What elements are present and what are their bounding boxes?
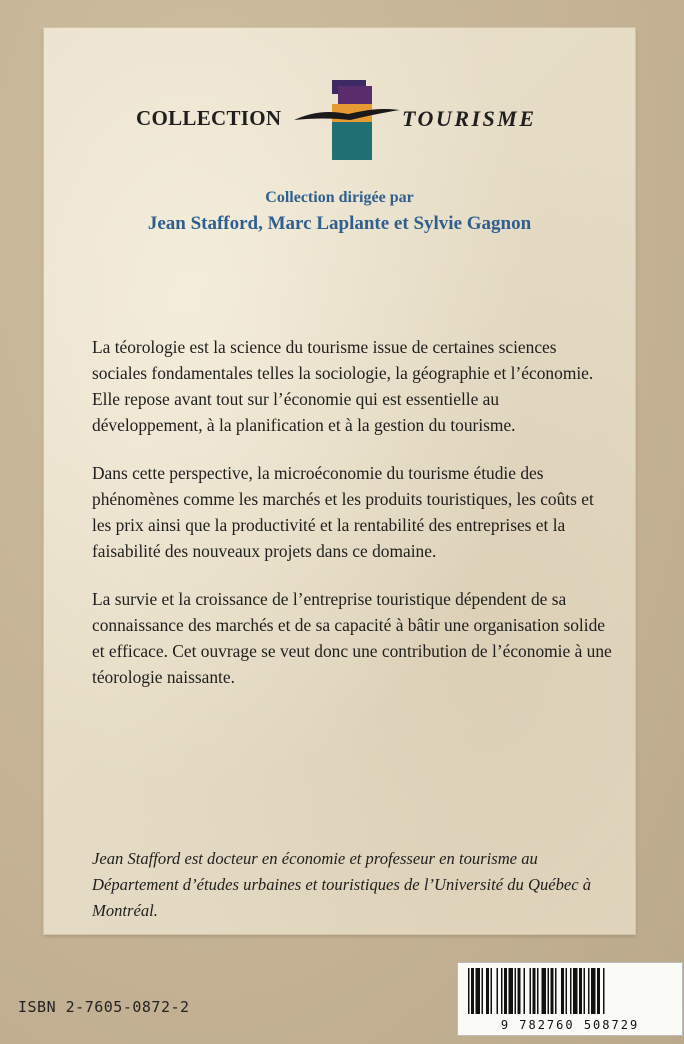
author-bio: Jean Stafford est docteur en économie et professeur en tourisme au Département d’études urbaines et touristiques de l’Université du Québec à Montréal. [92,849,592,920]
collection-name: TOURISME [402,106,537,131]
isbn-text: ISBN 2-7605-0872-2 [18,998,190,1016]
paragraph-2: Dans cette perspective, la microéconomie du tourisme étudie des phénomènes comme les marchés et les produits touristiques, les coûts et les prix ainsi que la productivité et la rentabilité des entreprises et la faisabilité des nouveaux projets dans ce domaine. [92,463,594,561]
cover-panel [44,28,635,934]
collection-logo-icon [292,80,402,160]
description [92,334,612,712]
barcode-bars-icon [466,968,674,1014]
barcode [457,962,683,1036]
collection-header [44,80,635,160]
barcode-number: 9 782760 508729 [500,1018,640,1032]
directors-names: Jean Stafford, Marc Laplante et Sylvie Gagnon [147,213,532,234]
paragraph-1: La téorologie est la science du tourisme issue de certaines sciences sociales fondamentales telles la sociologie, la géographie et l’économie. Elle repose avant tout sur l’économie qui est essentielle au développement, à la planification et à la gestion du tourisme. [92,337,594,435]
collection-label: COLLECTION [136,106,282,130]
collection-directors-block [44,188,635,236]
paragraph-3: La survie et la croissance de l’entreprise touristique dépendent de sa connaissance des marchés et de sa capacité à bâtir une organisation solide et efficace. Cet ouvrage se veut donc une contribution de l’économie à une téorologie naissante. [92,589,612,687]
directed-by-label: Collection dirigée par [265,189,414,206]
